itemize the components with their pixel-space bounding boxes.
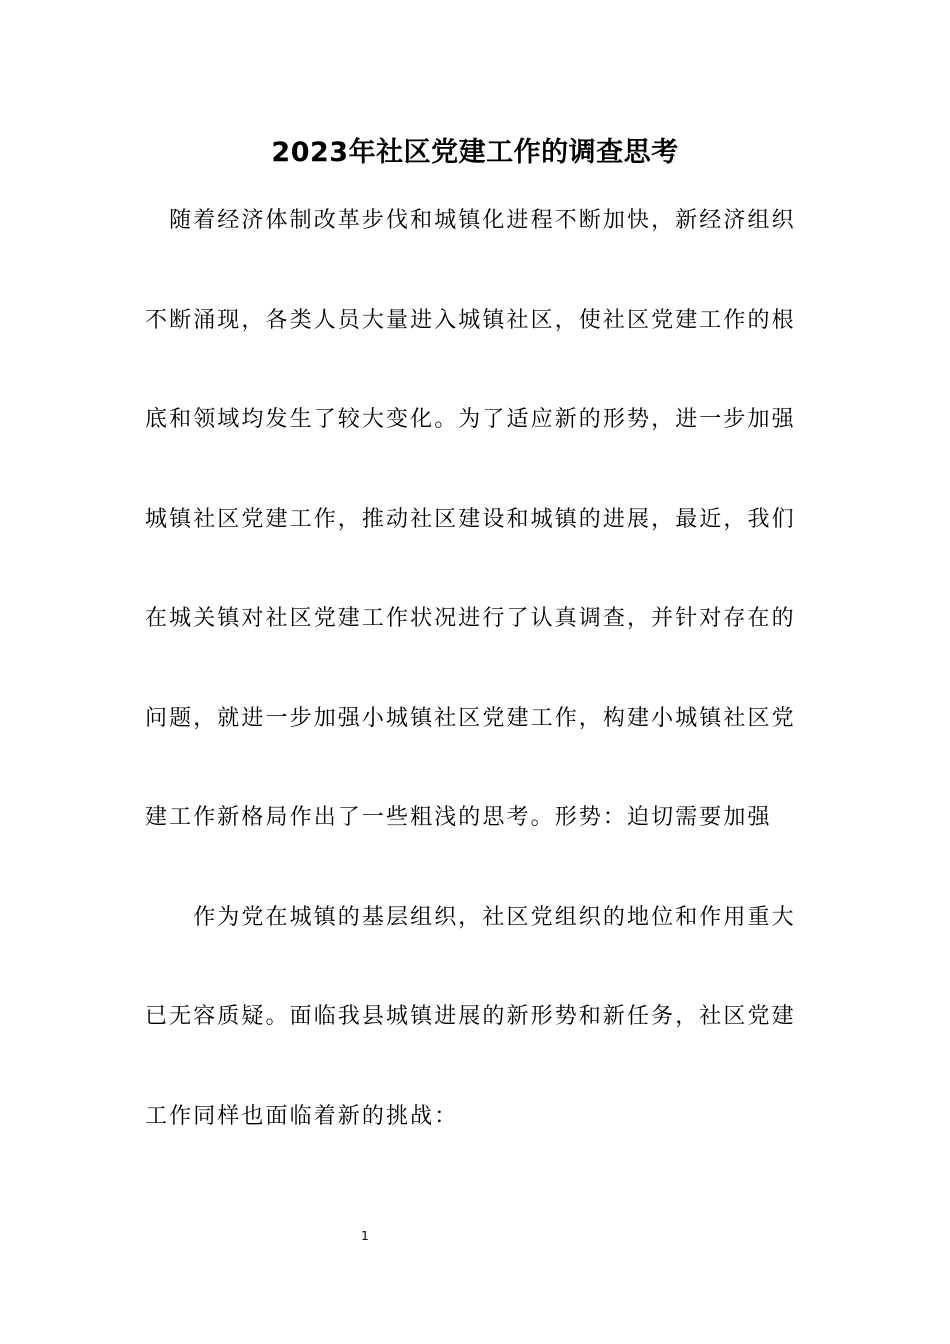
page-number: 1 [361, 1229, 369, 1243]
text-line: 底和领域均发生了较大变化。为了适应新的形势，进一步加强 [145, 407, 796, 432]
text-line: 随着经济体制改革步伐和城镇化进程不断加快，新经济组织 [145, 208, 796, 233]
document-title: 2023年社区党建工作的调查思考 [271, 137, 679, 168]
text-line: 作为党在城镇的基层组织，社区党组织的地位和作用重大 [145, 905, 796, 930]
text-line: 在城关镇对社区党建工作状况进行了认真调查，并针对存在的 [145, 606, 796, 631]
text-line: 建工作新格局作出了一些粗浅的思考。形势：迫切需要加强 [145, 805, 772, 830]
text-line: 问题，就进一步加强小城镇社区党建工作，构建小城镇社区党 [145, 706, 796, 731]
text-line: 工作同样也面临着新的挑战： [145, 1104, 459, 1129]
text-line: 不断涌现，各类人员大量进入城镇社区，使社区党建工作的根 [145, 308, 796, 333]
text-line: 已无容质疑。面临我县城镇进展的新形势和新任务，社区党建 [145, 1004, 796, 1029]
text-line: 城镇社区党建工作，推动社区建设和城镇的进展，最近，我们 [145, 507, 796, 532]
